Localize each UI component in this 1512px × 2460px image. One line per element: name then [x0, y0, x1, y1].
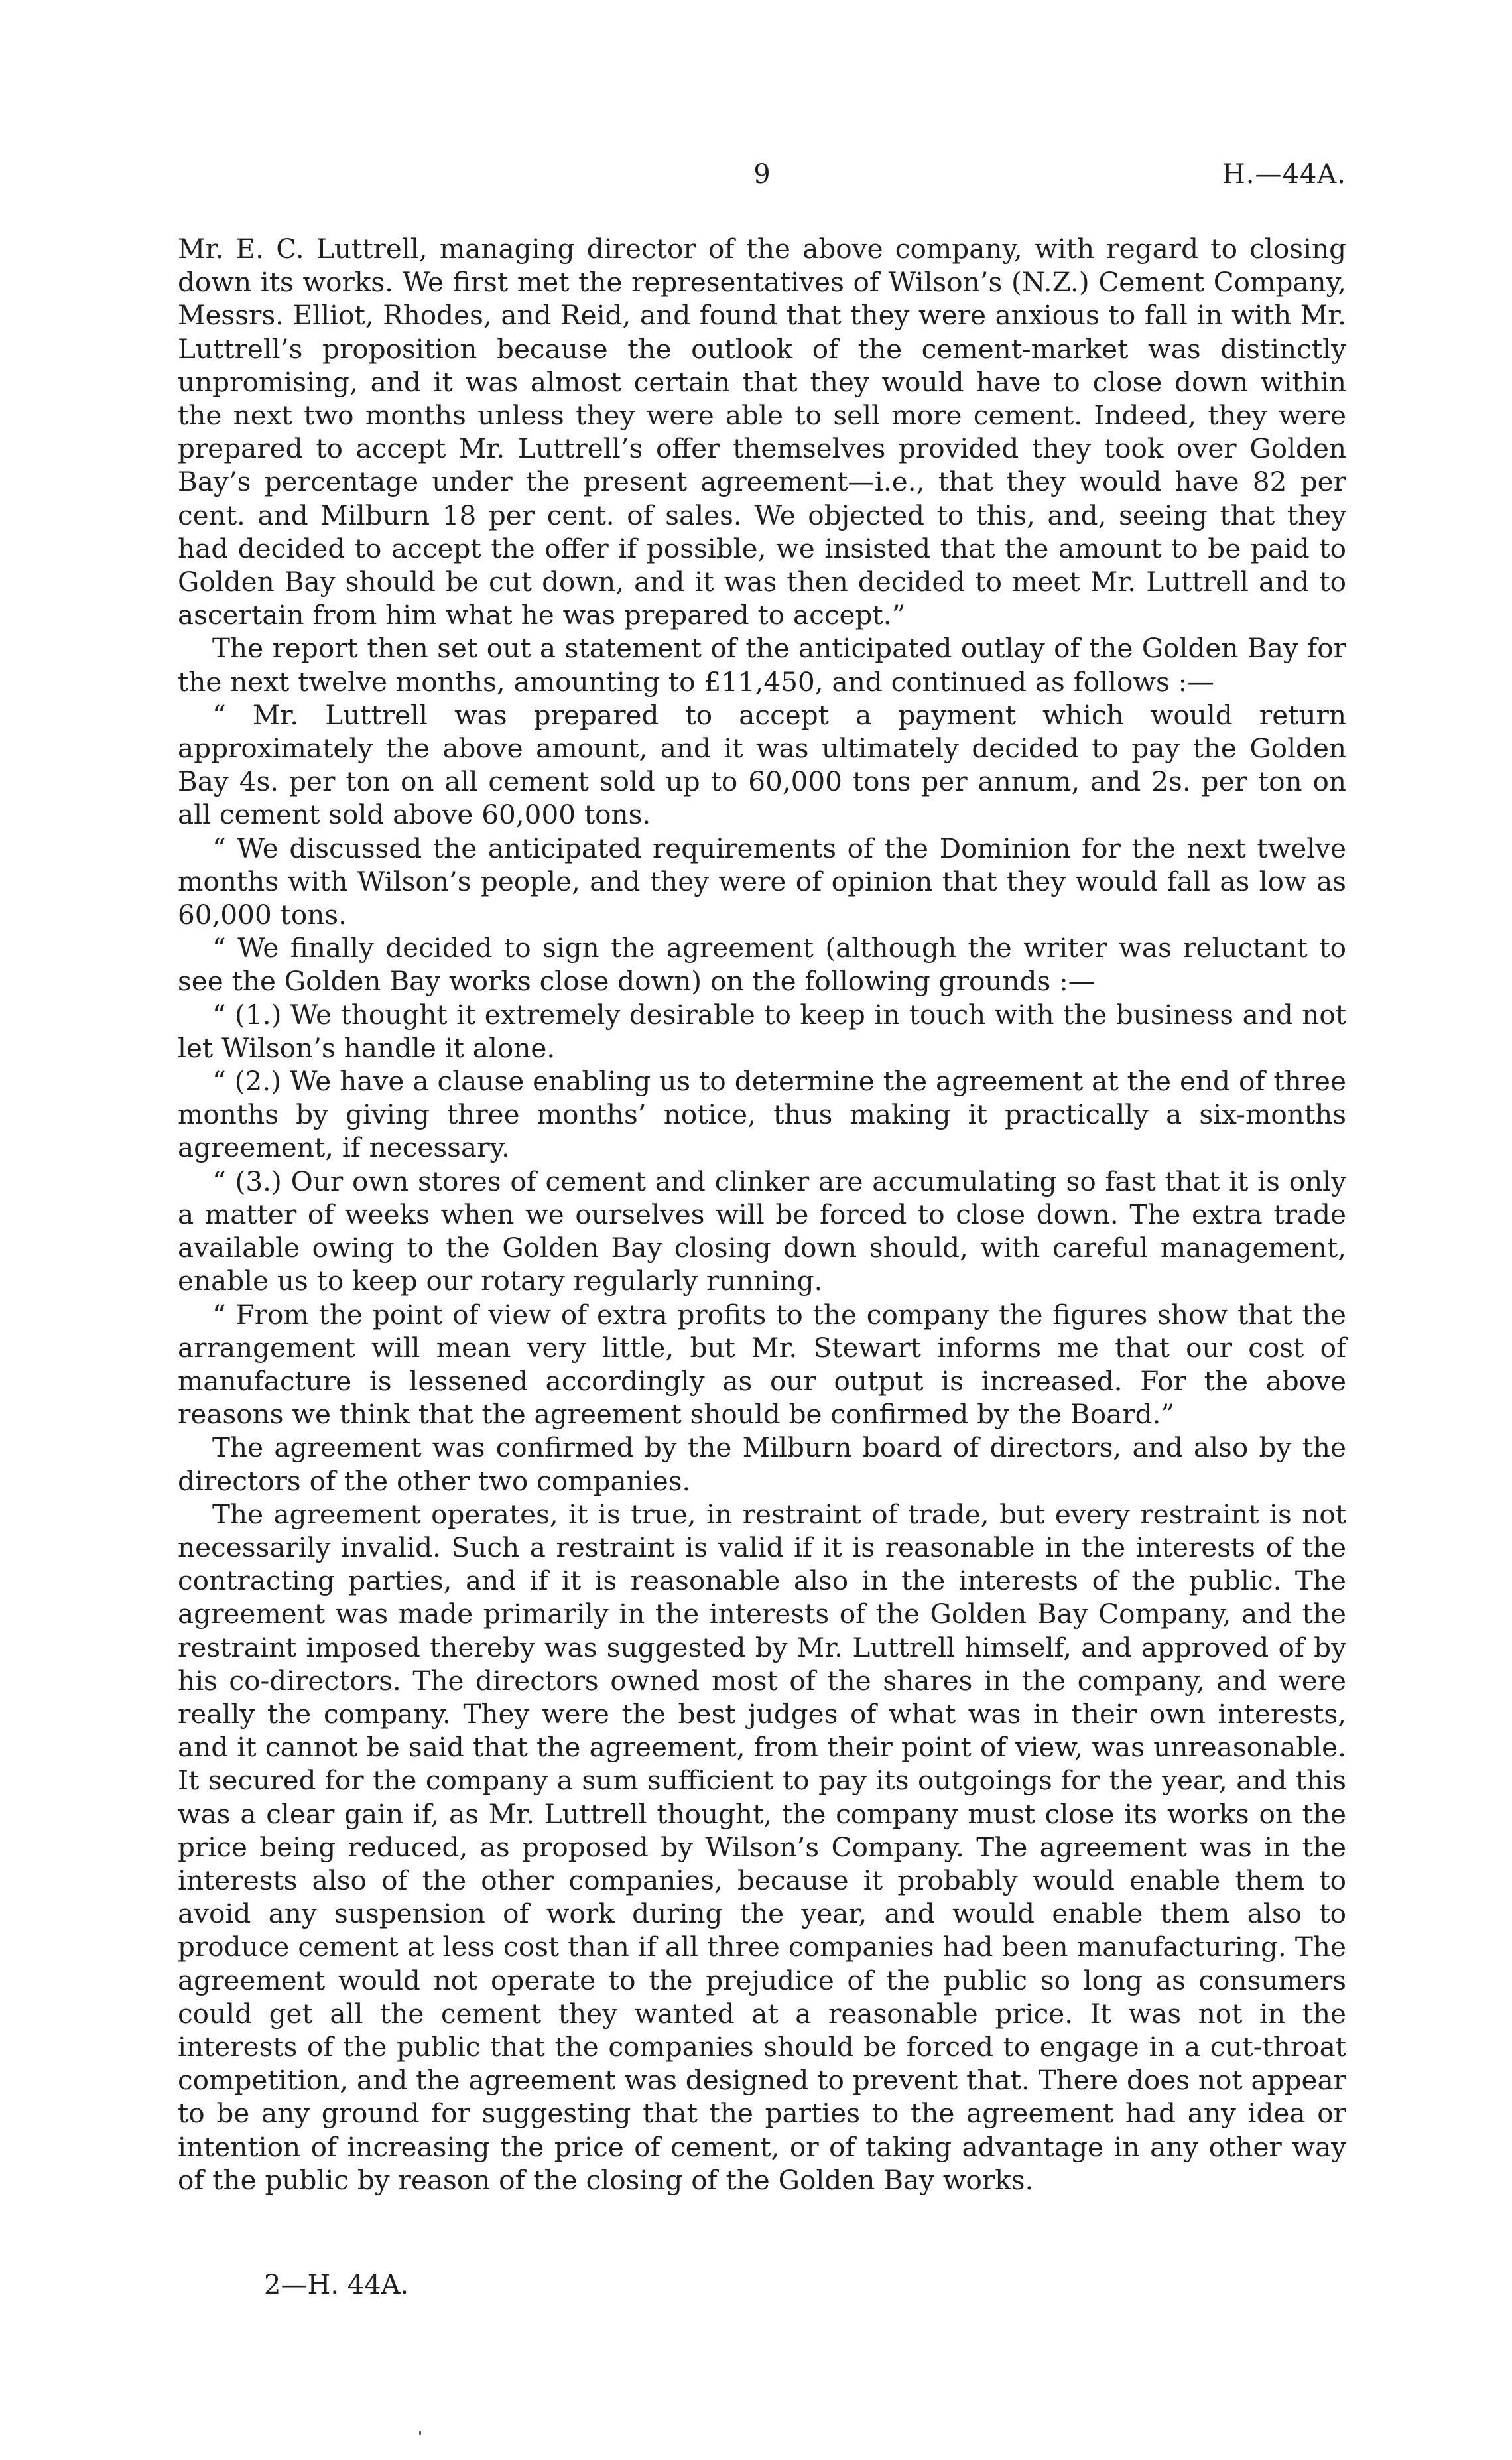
paragraph-ground-2: “ (2.) We have a clause enabling us to determine the agreement at the end of three months by giving three months’ notice, thus making it practically a six-months agreement, if necessary.	[178, 1065, 1346, 1164]
paragraph-ground-3: “ (3.) Our own stores of cement and clinker are accumulating so fast that it is only a matter of weeks when we ourselves will be forced to close down. The extra trade available owing to the Golden Bay closing down should, with careful management, enable us to keep our rotary regularly running.	[178, 1165, 1346, 1297]
document-reference: H.—44A.	[1222, 159, 1346, 190]
scan-speck	[419, 2431, 421, 2435]
paragraph-quote-requirements: “ We discussed the anticipated requirements of the Dominion for the next twelve months with Wilson’s people, and they were of opinion that they would fall as low as 60,000 tons.	[178, 832, 1346, 931]
paragraph-ground-1: “ (1.) We thought it extremely desirable to keep in touch with the business and not let Wilson’s handle it alone.	[178, 998, 1346, 1064]
paragraph-quote-grounds: “ We finally decided to sign the agreement (although the writer was reluctant to see the Golden Bay works close down) on the following grounds :—	[178, 932, 1346, 998]
paragraph-confirmation: The agreement was confirmed by the Milburn board of directors, and also by the directors of the other two companies.	[178, 1431, 1346, 1497]
paragraph-continued-quote: Mr. E. C. Luttrell, managing director of the above company, with regard to closing down its works. We first met the representatives of Wilson’s (N.Z.) Cement Company, Messrs. Elliot, Rhodes, and Reid, and found that they were anxious to fall in with Mr. Luttrell’s proposition because the outlook of the cement-market was distinctly unpromising, and it was almost certain that they would have to close down within the next two months unless they were able to sell more cement. Indeed, they were prepared to accept Mr. Luttrell’s offer themselves provided they took over Golden Bay’s percentage under the present agreement—i.e., that they would have 82 per cent. and Milburn 18 per cent. of sales. We objected to this, and, seeing that they had decided to accept the offer if possible, we insisted that the amount to be paid to Golden Bay should be cut down, and it was then decided to meet Mr. Luttrell and to ascertain from him what he was prepared to accept.”	[178, 233, 1346, 631]
paragraph-analysis: The agreement operates, it is true, in restraint of trade, but every restraint is not necessarily invalid. Such a restraint is valid if it is reasonable in the interests of the contracting parties, and if it is reasonable also in the interests of the public. The agreement was made primarily in the interests of the Golden Bay Company, and the restraint imposed thereby was suggested by Mr. Luttrell himself, and approved of by his co-directors. The directors owned most of the shares in the company, and were really the company. They were the best judges of what was in their own interests, and it cannot be said that the agreement, from their point of view, was unreasonable. It secured for the company a sum sufficient to pay its outgoings for the year, and this was a clear gain if, as Mr. Luttrell thought, the company must close its works on the price being reduced, as proposed by Wilson’s Company. The agreement was in the interests also of the other companies, because it probably would enable them to avoid any suspension of work during the year, and would enable them also to produce cement at less cost than if all three companies had been manufacturing. The agreement would not operate to the prejudice of the public so long as consumers could get all the cement they wanted at a reasonable price. It was not in the interests of the public that the companies should be forced to engage in a cut-throat competition, and the agreement was designed to prevent that. There does not appear to be any ground for suggesting that the parties to the agreement had any idea or intention of increasing the price of cement, or of taking advantage in any other way of the public by reason of the closing of the Golden Bay works.	[178, 1498, 1346, 2196]
page-header	[178, 159, 1346, 206]
paragraph-report-outlay: The report then set out a statement of the anticipated outlay of the Golden Bay for the next twelve months, amounting to £11,450, and continued as follows :—	[178, 632, 1346, 698]
paragraph-quote-payment: “ Mr. Luttrell was prepared to accept a payment which would return approximately the above amount, and it was ultimately decided to pay the Golden Bay 4s. per ton on all cement sold up to 60,000 tons per annum, and 2s. per ton on all cement sold above 60,000 tons.	[178, 698, 1346, 831]
body-text	[178, 232, 1346, 2197]
paragraph-quote-profits: “ From the point of view of extra profits to the company the figures show that the arrangement will mean very little, but Mr. Stewart informs me that our cost of manufacture is lessened accordingly as our output is increased. For the above reasons we think that the agreement should be confirmed by the Board.”	[178, 1298, 1346, 1431]
page-number: 9	[753, 159, 771, 190]
signature-code: 2—H. 44A.	[264, 2270, 409, 2300]
